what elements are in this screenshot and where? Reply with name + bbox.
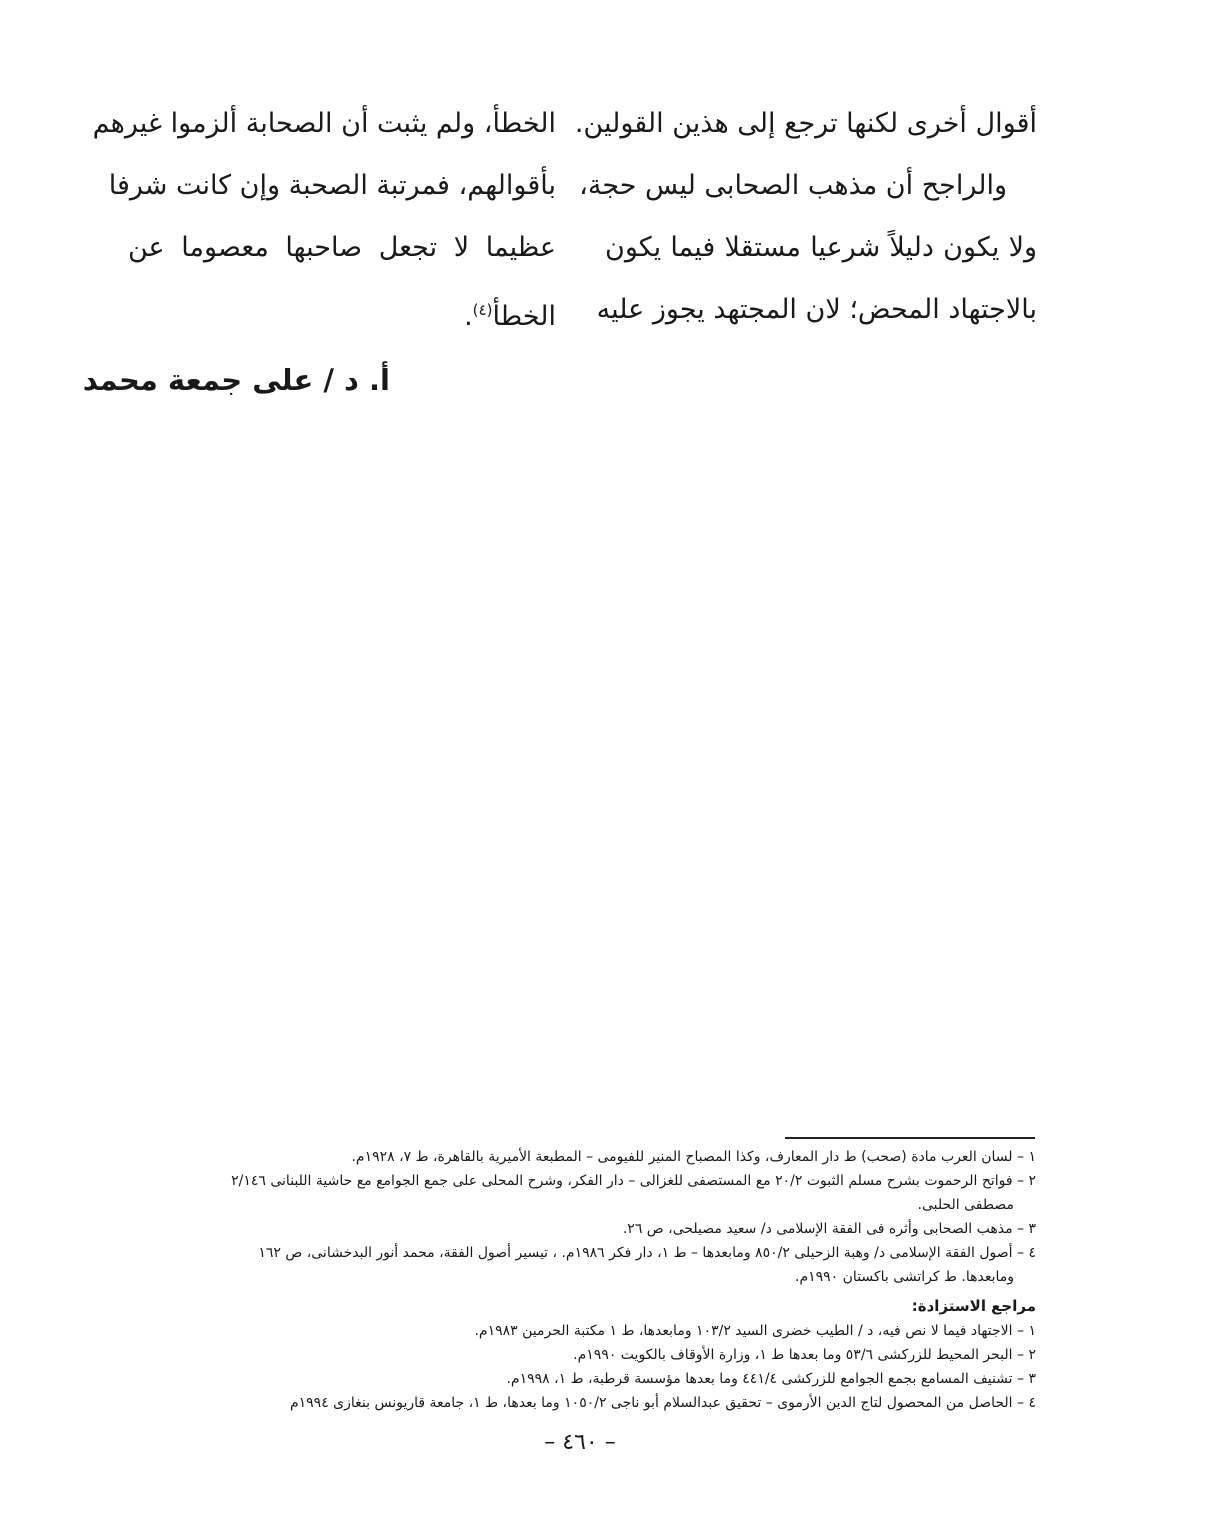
body-line: بأقوالهم، فمرتبة الصحبة وإن كانت شرفا xyxy=(108,170,556,201)
reference-item: ١ – الاجتهاد فيما لا نص فيه، د / الطيب خضرى السيد ١٠٣/٢ ومابعدها، ط ١ مكتبة الحرمين ١٩٨٣م. xyxy=(474,1323,1036,1339)
footnote-separator xyxy=(785,1137,1035,1139)
footnote-item xyxy=(150,1217,1036,1241)
footnote-item xyxy=(150,1169,1036,1217)
body-line-text: الخطأ xyxy=(492,301,556,332)
footnotes xyxy=(150,1145,1036,1289)
body-line: ولا يكون دليلاً شرعيا مستقلا فيما يكون xyxy=(605,232,1037,263)
body-column-right xyxy=(574,98,1037,346)
reference-item: ٣ – تشنيف المسامع بجمع الجوامع للزركشى ٤٤١/٤ وما بعدها مؤسسة قرطبة، ط ١، ١٩٩٨م. xyxy=(506,1371,1036,1387)
reference-item: ٤ – الحاصل من المحصول لتاج الدين الأرموى – تحقيق عبدالسلام أبو ناجى ١٠٥٠/٢ وما بعدها، ط ١، جامعة قاريونس بنغازى ١٩٩٤م xyxy=(289,1395,1036,1411)
body-line-final xyxy=(128,284,556,346)
footnote-item xyxy=(150,1145,1036,1169)
body-line: أقوال أخرى لكنها ترجع إلى هذين القولين. xyxy=(574,108,1037,139)
references xyxy=(150,1293,1036,1415)
author-signature: أ. د / على جمعة محمد xyxy=(82,363,390,397)
footnote-item xyxy=(150,1241,1036,1289)
body-line: الخطأ، ولم يثبت أن الصحابة ألزموا غيرهم xyxy=(92,108,556,139)
reference-item: ٢ – البحر المحيط للزركشى ٥٣/٦ وما بعدها ط ١، وزارة الأوقاف بالكويت ١٩٩٠م. xyxy=(573,1347,1036,1363)
body-line: والراجح أن مذهب الصحابى ليس حجة، xyxy=(579,170,1007,201)
footnote-continuation: مصطفى الحلبى. xyxy=(917,1197,1014,1213)
footnote-text: ١ – لسان العرب مادة (صحب) ط دار المعارف، وكذا المصباح المنير للفيومى – المطبعة الأميرية بالقاهرة، ط ٧، ١٩٢٨م. xyxy=(351,1149,1036,1165)
footnote-continuation: ومابعدها. ط كراتشى باكستان ١٩٩٠م. xyxy=(795,1269,1014,1285)
body-line: بالاجتهاد المحض؛ لان المجتهد يجوز عليه xyxy=(596,294,1037,325)
body-line-period: . xyxy=(464,301,473,332)
footnote-text: ٢ – فواتح الرحموت بشرح مسلم الثبوت ٢٠/٢ مع المستصفى للغزالى – دار الفكر، وشرح المحلى على جمع الجوامع مع حاشية اللبنانى ٢/١٤٦ xyxy=(231,1173,1036,1189)
footnote-text: ٤ – أصول الفقة الإسلامى د/ وهبة الزحيلى ٨٥٠/٢ ومابعدها – ط ١، دار فكر ١٩٨٦م. ، تيسير أصول الفقة، محمد أنور البدخشانى، ص ١٦٢ xyxy=(258,1245,1036,1261)
footnote-text: ٣ – مذهب الصحابى وأثره فى الفقة الإسلامى د/ سعيد مصيلحى، ص ٢٦. xyxy=(622,1221,1036,1237)
page-number: – ٤٦٠ – xyxy=(544,1430,616,1455)
footnote-marker: (٤) xyxy=(472,301,493,319)
body-column-left xyxy=(92,98,556,346)
body-line: عظيما لا تجعل صاحبها معصوما عن xyxy=(128,232,556,263)
references-heading: مراجع الاستزادة: xyxy=(911,1297,1036,1315)
